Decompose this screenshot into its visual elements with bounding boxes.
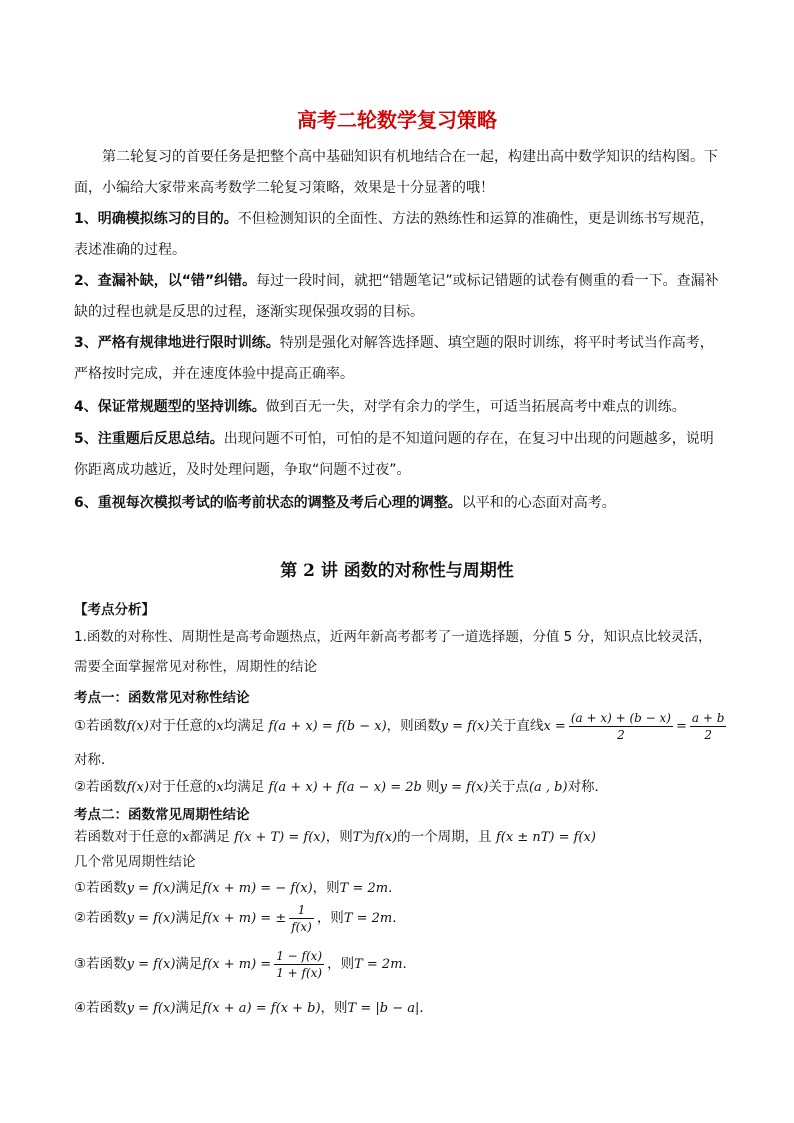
period-subheading: 几个常见周期性结论 (74, 854, 196, 870)
fraction (289, 902, 314, 935)
text: ①若函数 (74, 880, 127, 896)
formula: T (352, 830, 362, 845)
text: 满足 (175, 910, 203, 926)
formula: f(x + m) = ± (202, 911, 287, 926)
analysis-heading: 【考点分析】 (74, 602, 155, 618)
symmetry-rule-2 (74, 775, 734, 795)
denominator: 2 (617, 727, 625, 742)
text: 若函数对于任意的 (74, 829, 182, 845)
text: ，则 (327, 956, 355, 972)
text: ①若函数 (74, 718, 127, 734)
text: ，则 (316, 910, 344, 926)
formula: f(x + a) = f(x + b) (202, 1001, 321, 1016)
strategy-head: 2、查漏补缺，以“错”纠错。 (74, 273, 257, 289)
formula: f(x + T) = f(x) (234, 830, 326, 845)
analysis-text: 1.函数的对称性、周期性是高考命题热点，近两年新高考都考了一道选择题，分值 5 分，知识点比较灵活，需要全面掌握常见对称性，周期性的结论 (74, 629, 712, 675)
formula: = (675, 719, 687, 734)
formula: f(x + m) = (202, 957, 272, 972)
intro-paragraph: 第二轮复习的首要任务是把整个高中基础知识有机地结合在一起，构建出高中数学知识的结构图。下面，小编给大家带来高考数学二轮复习策略，效果是十分显著的哦！ (74, 149, 718, 196)
point2-heading: 考点二：函数常见周期性结论 (74, 807, 250, 823)
strategy-item-4 (74, 392, 724, 423)
denominator: 1 + f(x) (276, 965, 323, 980)
strategy-body: 出现问题不可怕，可怕的是不知道问题的存在，在复习中出现的问题越多，说明你距离成功越近，及时处理问题，争取“问题不过夜”。 (74, 431, 714, 478)
fraction (690, 710, 727, 743)
formula: x (216, 780, 224, 795)
formula: T = 2m (354, 957, 403, 972)
strategy-item-3 (74, 328, 724, 390)
text: 满足 (175, 956, 203, 972)
lecture-title: 第 2 讲 函数的对称性与周期性 (280, 561, 514, 581)
strategy-body: 做到百无一失，对学有余力的学生，可适当拓展高考中难点的训练。 (265, 399, 686, 415)
text: 关于点 (488, 779, 529, 795)
formula: y = f(x) (126, 1001, 176, 1016)
formula: y = f(x) (440, 719, 490, 734)
text: ，则 (325, 829, 353, 845)
text: ，则 (312, 880, 340, 896)
formula: x = (543, 719, 566, 734)
symmetry-rule-1-tail: 对称． (74, 752, 115, 768)
formula: x (182, 830, 190, 845)
strategy-body: 不但检测知识的全面性、方法的熟练性和运算的准确性，更是训练书写规范，表述准确的过程。 (74, 211, 714, 258)
formula: f(x) (374, 830, 398, 845)
formula: f(a + x) = f(b − x) (268, 719, 387, 734)
formula: y = f(x) (126, 911, 176, 926)
period-rule-1: ①若函数y = f(x)满足f(x + m) = − f(x)，则T = 2m． (74, 880, 402, 896)
numerator: 1 (289, 902, 314, 919)
text: 为 (361, 829, 375, 845)
numerator: a + b (691, 710, 725, 725)
text: 对于任意的 (148, 718, 217, 734)
strategy-head: 3、严格有规律地进行限时训练。 (74, 335, 280, 351)
formula: y = f(x) (126, 957, 176, 972)
document-title: 高考二轮数学复习策略 (297, 108, 497, 132)
formula: x (216, 719, 224, 734)
text: 均满足 (223, 779, 265, 795)
fraction (569, 710, 673, 743)
period-rule-4: ④若函数y = f(x)满足f(x + a) = f(x + b)，则T = |b − a|． (74, 1000, 433, 1016)
formula: y = f(x) (126, 881, 176, 896)
text: ②若函数 (74, 779, 127, 795)
formula: f(x ± nT) = f(x) (495, 830, 596, 845)
text: 对称． (567, 779, 609, 795)
strategy-item-6 (74, 488, 724, 519)
period-rule-3: ③若函数y = f(x)满足f(x + m) = $\frac{1 - f(x)}{1 + f(x)}$ ，则T = 2m． (74, 948, 417, 980)
text: 则 (426, 779, 440, 795)
formula: f(x + m) = − f(x) (202, 881, 313, 896)
formula: T = 2m (343, 911, 393, 926)
formula: T = 2m (339, 881, 389, 896)
strategy-head: 1、明确模拟练习的目的。 (74, 211, 238, 227)
text: ，则函数 (386, 718, 441, 734)
strategy-body: 特别是强化对解答选择题、填空题的限时训练，将平时考试当作高考，严格按时完成，并在速度体验中提高正确率。 (74, 335, 714, 382)
text: 满足 (175, 1000, 203, 1016)
strategy-item-2 (74, 266, 724, 328)
denominator: f(x) (291, 919, 312, 934)
text: 均满足 (223, 718, 265, 734)
strategy-body: 每过一段时间，就把“错题笔记”或标记错题的试卷有侧重的看一下。查漏补缺的过程也就是反思的过程，逐渐实现保强攻弱的目标。 (74, 273, 719, 320)
formula: y = f(x) (439, 780, 489, 795)
text: 关于直线 (489, 718, 544, 734)
strategy-item-5 (74, 424, 724, 486)
numerator: 1 − f(x) (276, 948, 323, 963)
formula: f(x) (126, 719, 149, 734)
period-definition (74, 825, 734, 845)
text: 的一个周期，且 (397, 829, 492, 845)
symmetry-rule-1 (74, 708, 734, 744)
text: ③若函数 (74, 956, 127, 972)
text: 满足 (175, 880, 203, 896)
formula: T = |b − a| (347, 1001, 420, 1016)
strategy-item-1 (74, 204, 724, 266)
fraction (274, 948, 324, 981)
numerator: (a + x) + (b − x) (570, 710, 671, 725)
strategy-body: 以平和的心态面对高考。 (461, 495, 616, 511)
text: 对于任意的 (148, 779, 217, 795)
text: ，则 (320, 1000, 348, 1016)
strategy-head: 4、保证常规题型的坚持训练。 (74, 399, 266, 415)
period-rule-2: ②若函数y = f(x)满足f(x + m) = ± $\frac{1}{f(x)}$ ，则T = 2m． (74, 902, 406, 934)
text: ②若函数 (74, 910, 127, 926)
formula: f(x) (126, 780, 149, 795)
text: ④若函数 (74, 1000, 127, 1016)
text: 都满足 (189, 829, 230, 845)
strategy-head: 6、重视每次模拟考试的临考前状态的调整及考后心理的调整。 (74, 495, 462, 511)
denominator: 2 (704, 727, 712, 742)
formula: f(a + x) + f(a − x) = 2b (268, 780, 422, 795)
strategy-head: 5、注重题后反思总结。 (74, 431, 224, 447)
point1-heading: 考点一：函数常见对称性结论 (74, 690, 250, 706)
formula: (a , b) (528, 780, 568, 795)
